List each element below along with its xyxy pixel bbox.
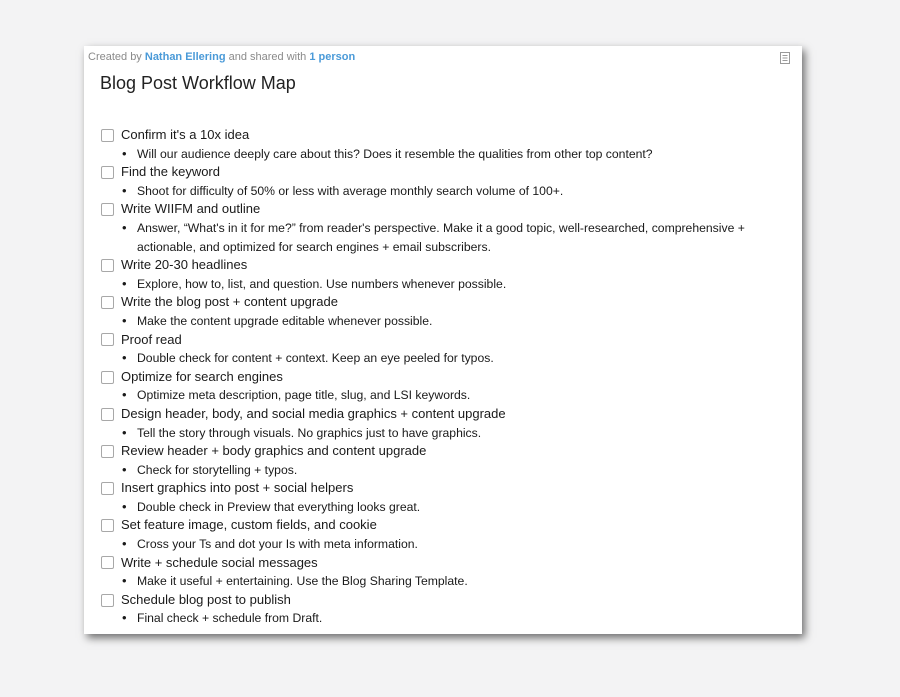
task-label[interactable]: Write the blog post + content upgrade (121, 294, 338, 310)
task-label[interactable]: Write 20-30 headlines (121, 257, 248, 273)
task-note: • Make it useful + entertaining. Use the Blog Sharing Template. (101, 572, 792, 591)
task-note: • Explore, how to, list, and question. Use numbers whenever possible. (101, 275, 792, 294)
task-row (101, 368, 792, 387)
task-note: • Make the content upgrade editable whenever possible. (101, 312, 792, 331)
task-checkbox[interactable] (101, 203, 114, 216)
page-title: Blog Post Workflow Map (100, 73, 296, 93)
task-note: • Will our audience deeply care about this? Does it resemble the qualities from other top content? (101, 145, 792, 164)
task-checkbox[interactable] (101, 482, 114, 495)
task-note: • Shoot for difficulty of 50% or less with average monthly search volume of 100+. (101, 182, 792, 201)
task-label[interactable]: Set feature image, custom fields, and cookie (121, 517, 377, 533)
task-checkbox[interactable] (101, 259, 114, 272)
task-item (101, 442, 792, 479)
task-label[interactable]: Design header, body, and social media graphics + content upgrade (121, 405, 506, 421)
task-checkbox[interactable] (101, 333, 114, 346)
task-item (101, 368, 792, 405)
task-row (101, 256, 792, 275)
task-checkbox[interactable] (101, 408, 114, 421)
task-note: • Cross your Ts and dot your Is with meta information. (101, 535, 792, 554)
task-note: • Answer, “What's in it for me?” from reader's perspective. Make it a good topic, well-researched, comprehensive + actionable, and optimized for search engines + email subscribers. (101, 219, 792, 256)
created-by-label: Created by (88, 51, 142, 63)
task-note: • Double check for content + context. Keep an eye peeled for typos. (101, 349, 792, 368)
task-checkbox[interactable] (101, 445, 114, 458)
task-row (101, 331, 792, 350)
task-item (101, 591, 792, 628)
task-row (101, 293, 792, 312)
workflow-card (84, 46, 802, 634)
task-item (101, 516, 792, 553)
document-icon[interactable] (780, 52, 790, 64)
task-label[interactable]: Find the keyword (121, 164, 220, 180)
shared-people-link[interactable]: 1 person (309, 51, 356, 63)
task-item (101, 256, 792, 293)
author-link[interactable]: Nathan Ellering (144, 51, 226, 63)
task-row (101, 554, 792, 573)
task-label[interactable]: Insert graphics into post + social helpers (121, 480, 354, 496)
task-note: • Double check in Preview that everything looks great. (101, 498, 792, 517)
task-item (101, 554, 792, 591)
task-checkbox[interactable] (101, 371, 114, 384)
task-item (101, 126, 792, 163)
task-checkbox[interactable] (101, 594, 114, 607)
task-item (101, 479, 792, 516)
shared-with-label: and shared with (228, 51, 307, 63)
task-row (101, 405, 792, 424)
task-label[interactable]: Write WIIFM and outline (121, 201, 261, 217)
task-row (101, 126, 792, 145)
task-item (101, 405, 792, 442)
task-checkbox[interactable] (101, 556, 114, 569)
task-row (101, 516, 792, 535)
task-item (101, 200, 792, 256)
task-row (101, 442, 792, 461)
task-label[interactable]: Confirm it's a 10x idea (121, 127, 250, 142)
task-checkbox[interactable] (101, 296, 114, 309)
task-note: • Tell the story through visuals. No graphics just to have graphics. (101, 424, 792, 443)
task-row (101, 479, 792, 498)
task-label[interactable]: Schedule blog post to publish (121, 591, 291, 607)
task-item (101, 331, 792, 368)
task-row (101, 591, 792, 610)
task-label[interactable]: Review header + body graphics and content upgrade (121, 443, 427, 459)
task-note: • Final check + schedule from Draft. (101, 609, 792, 628)
task-list (101, 126, 792, 628)
task-checkbox[interactable] (101, 519, 114, 532)
task-row (101, 163, 792, 182)
task-note: • Optimize meta description, page title, slug, and LSI keywords. (101, 386, 792, 405)
task-checkbox[interactable] (101, 129, 114, 142)
task-label[interactable]: Optimize for search engines (121, 368, 283, 384)
task-label[interactable]: Write + schedule social messages (121, 554, 318, 570)
task-item (101, 293, 792, 330)
task-row (101, 200, 792, 219)
task-label[interactable]: Proof read (121, 331, 182, 347)
task-note: • Check for storytelling + typos. (101, 461, 792, 480)
share-info (88, 51, 355, 63)
task-item (101, 163, 792, 200)
task-checkbox[interactable] (101, 166, 114, 179)
